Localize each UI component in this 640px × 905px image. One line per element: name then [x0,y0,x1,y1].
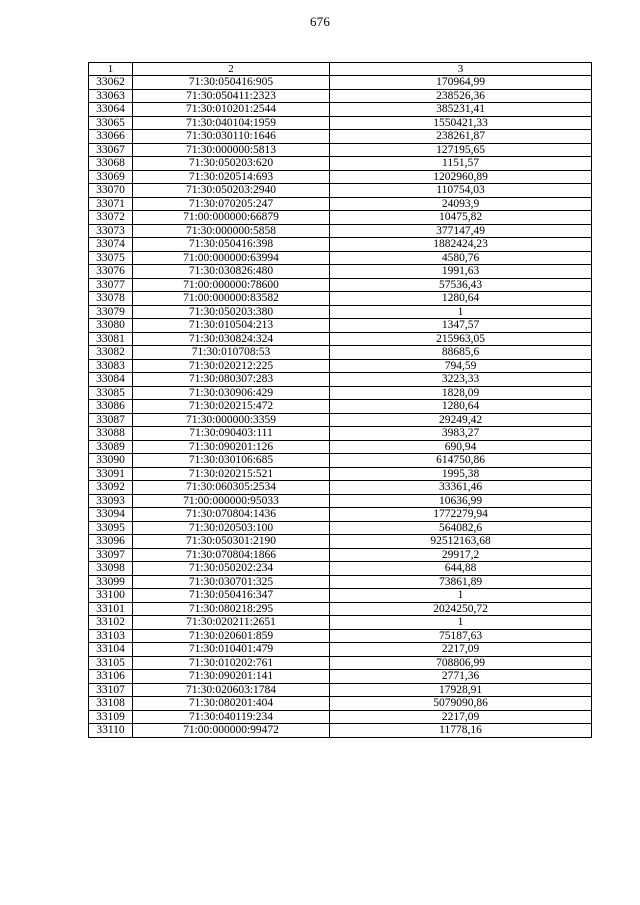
table-row [89,643,592,657]
row-number-cell: 33079 [89,305,133,319]
table-row [89,562,592,576]
value-cell: 2217,09 [330,643,592,657]
value-cell: 10636,99 [330,494,592,508]
header-row [89,63,592,76]
value-cell: 1 [330,616,592,630]
value-cell: 2024250,72 [330,602,592,616]
cadastral-number-cell: 71:30:050411:2323 [133,89,330,103]
row-number-cell: 33076 [89,265,133,279]
value-cell: 24093,9 [330,197,592,211]
column-header-3: 3 [330,63,592,76]
value-cell: 57536,43 [330,278,592,292]
cadastral-number-cell: 71:30:010708:53 [133,346,330,360]
table-body [89,76,592,738]
row-number-cell: 33103 [89,629,133,643]
table-row [89,521,592,535]
table-row [89,346,592,360]
row-number-cell: 33104 [89,643,133,657]
row-number-cell: 33071 [89,197,133,211]
table-row [89,319,592,333]
value-cell: 5079090,86 [330,697,592,711]
page-number: 676 [309,14,331,29]
cadastral-number-cell: 71:30:030906:429 [133,386,330,400]
table-row [89,305,592,319]
value-cell: 75187,63 [330,629,592,643]
data-table [88,62,592,738]
table-row [89,697,592,711]
table-row [89,211,592,225]
value-cell: 4580,76 [330,251,592,265]
row-number-cell: 33072 [89,211,133,225]
cadastral-number-cell: 71:00:000000:66879 [133,211,330,225]
cadastral-number-cell: 71:30:080307:283 [133,373,330,387]
value-cell: 1772279,94 [330,508,592,522]
cadastral-number-cell: 71:00:000000:83582 [133,292,330,306]
table-row [89,589,592,603]
value-cell: 1550421,33 [330,116,592,130]
row-number-cell: 33106 [89,670,133,684]
cadastral-number-cell: 71:30:000000:5813 [133,143,330,157]
value-cell: 1828,09 [330,386,592,400]
row-number-cell: 33067 [89,143,133,157]
cadastral-number-cell: 71:30:050203:380 [133,305,330,319]
value-cell: 88685,6 [330,346,592,360]
row-number-cell: 33101 [89,602,133,616]
row-number-cell: 33074 [89,238,133,252]
value-cell: 794,59 [330,359,592,373]
cadastral-number-cell: 71:30:050202:234 [133,562,330,576]
value-cell: 29917,2 [330,548,592,562]
table-row [89,683,592,697]
cadastral-number-cell: 71:30:020514:693 [133,170,330,184]
row-number-cell: 33108 [89,697,133,711]
table-row [89,616,592,630]
table-row [89,238,592,252]
cadastral-number-cell: 71:30:020212:225 [133,359,330,373]
value-cell: 238261,87 [330,130,592,144]
table-row [89,400,592,414]
row-number-cell: 33062 [89,76,133,90]
row-number-cell: 33069 [89,170,133,184]
cadastral-number-cell: 71:30:030106:685 [133,454,330,468]
row-number-cell: 33091 [89,467,133,481]
cadastral-number-cell: 71:30:040104:1959 [133,116,330,130]
row-number-cell: 33095 [89,521,133,535]
cadastral-number-cell: 71:30:070804:1866 [133,548,330,562]
row-number-cell: 33097 [89,548,133,562]
table-row [89,494,592,508]
cadastral-number-cell: 71:30:050203:620 [133,157,330,171]
cadastral-number-cell: 71:30:090201:126 [133,440,330,454]
row-number-cell: 33083 [89,359,133,373]
cadastral-number-cell: 71:30:030826:480 [133,265,330,279]
value-cell: 1 [330,589,592,603]
row-number-cell: 33102 [89,616,133,630]
value-cell: 170964,99 [330,76,592,90]
row-number-cell: 33064 [89,103,133,117]
value-cell: 385231,41 [330,103,592,117]
value-cell: 10475,82 [330,211,592,225]
table-row [89,359,592,373]
value-cell: 92512163,68 [330,535,592,549]
row-number-cell: 33109 [89,710,133,724]
row-number-cell: 33085 [89,386,133,400]
table-row [89,184,592,198]
row-number-cell: 33080 [89,319,133,333]
cadastral-number-cell: 71:30:020503:100 [133,521,330,535]
value-cell: 1995,38 [330,467,592,481]
row-number-cell: 33066 [89,130,133,144]
value-cell: 3223,33 [330,373,592,387]
cadastral-number-cell: 71:30:070804:1436 [133,508,330,522]
table-row [89,292,592,306]
cadastral-number-cell: 71:30:090403:111 [133,427,330,441]
row-number-cell: 33075 [89,251,133,265]
table-row [89,481,592,495]
cadastral-number-cell: 71:30:030701:325 [133,575,330,589]
table-row [89,454,592,468]
cadastral-number-cell: 71:30:010201:2544 [133,103,330,117]
cadastral-number-cell: 71:30:000000:5858 [133,224,330,238]
cadastral-number-cell: 71:30:070205:247 [133,197,330,211]
cadastral-number-cell: 71:30:090201:141 [133,670,330,684]
value-cell: 215963,05 [330,332,592,346]
value-cell: 2217,09 [330,710,592,724]
cadastral-number-cell: 71:30:050416:905 [133,76,330,90]
table-row [89,251,592,265]
row-number-cell: 33087 [89,413,133,427]
cadastral-number-cell: 71:30:050416:398 [133,238,330,252]
table-row [89,602,592,616]
table-row [89,656,592,670]
table-row [89,710,592,724]
cadastral-number-cell: 71:30:020601:859 [133,629,330,643]
value-cell: 1347,57 [330,319,592,333]
cadastral-number-cell: 71:00:000000:99472 [133,724,330,738]
value-cell: 1280,64 [330,400,592,414]
row-number-cell: 33073 [89,224,133,238]
value-cell: 2771,36 [330,670,592,684]
table-row [89,170,592,184]
table-row [89,548,592,562]
cadastral-number-cell: 71:30:030824:324 [133,332,330,346]
table-row [89,413,592,427]
table-row [89,575,592,589]
row-number-cell: 33110 [89,724,133,738]
table-row [89,427,592,441]
value-cell: 1882424,23 [330,238,592,252]
table-row [89,116,592,130]
row-number-cell: 33099 [89,575,133,589]
row-number-cell: 33070 [89,184,133,198]
value-cell: 17928,91 [330,683,592,697]
value-cell: 127195,65 [330,143,592,157]
row-number-cell: 33088 [89,427,133,441]
cadastral-number-cell: 71:30:020215:472 [133,400,330,414]
table-row [89,278,592,292]
table-row [89,535,592,549]
cadastral-number-cell: 71:30:000000:3359 [133,413,330,427]
table-row [89,224,592,238]
cadastral-number-cell: 71:30:050301:2190 [133,535,330,549]
row-number-cell: 33081 [89,332,133,346]
table-row [89,373,592,387]
row-number-cell: 33093 [89,494,133,508]
row-number-cell: 33100 [89,589,133,603]
value-cell: 110754,03 [330,184,592,198]
table-row [89,143,592,157]
table-row [89,386,592,400]
row-number-cell: 33084 [89,373,133,387]
value-cell: 238526,36 [330,89,592,103]
value-cell: 614750,86 [330,454,592,468]
value-cell: 377147,49 [330,224,592,238]
cadastral-number-cell: 71:00:000000:63994 [133,251,330,265]
row-number-cell: 33082 [89,346,133,360]
row-number-cell: 33089 [89,440,133,454]
table-row [89,332,592,346]
row-number-cell: 33107 [89,683,133,697]
row-number-cell: 33068 [89,157,133,171]
table-header [89,63,592,76]
cadastral-number-cell: 71:30:020211:2651 [133,616,330,630]
table-row [89,440,592,454]
table-row [89,130,592,144]
cadastral-number-cell: 71:30:050416:347 [133,589,330,603]
row-number-cell: 33063 [89,89,133,103]
value-cell: 73861,89 [330,575,592,589]
value-cell: 1202960,89 [330,170,592,184]
row-number-cell: 33065 [89,116,133,130]
row-number-cell: 33078 [89,292,133,306]
cadastral-number-cell: 71:30:080201:404 [133,697,330,711]
value-cell: 644,88 [330,562,592,576]
value-cell: 1991,63 [330,265,592,279]
row-number-cell: 33094 [89,508,133,522]
value-cell: 690,94 [330,440,592,454]
table-row [89,103,592,117]
row-number-cell: 33092 [89,481,133,495]
table-row [89,89,592,103]
row-number-cell: 33090 [89,454,133,468]
row-number-cell: 33098 [89,562,133,576]
column-header-2: 2 [133,63,330,76]
table-row [89,724,592,738]
column-header-1: 1 [89,63,133,76]
cadastral-number-cell: 71:30:010401:479 [133,643,330,657]
cadastral-number-cell: 71:30:050203:2940 [133,184,330,198]
value-cell: 1 [330,305,592,319]
table-row [89,157,592,171]
cadastral-number-cell: 71:00:000000:95033 [133,494,330,508]
row-number-cell: 33077 [89,278,133,292]
table-row [89,197,592,211]
table-row [89,76,592,90]
cadastral-number-cell: 71:30:040119:234 [133,710,330,724]
table-row [89,670,592,684]
row-number-cell: 33096 [89,535,133,549]
cadastral-number-cell: 71:30:080218:295 [133,602,330,616]
value-cell: 564082,6 [330,521,592,535]
value-cell: 708806,99 [330,656,592,670]
value-cell: 33361,46 [330,481,592,495]
cadastral-number-cell: 71:30:020603:1784 [133,683,330,697]
table-row [89,508,592,522]
cadastral-number-cell: 71:30:060305:2534 [133,481,330,495]
cadastral-number-cell: 71:30:010202:761 [133,656,330,670]
value-cell: 11778,16 [330,724,592,738]
table-row [89,265,592,279]
value-cell: 1280,64 [330,292,592,306]
cadastral-number-cell: 71:30:020215:521 [133,467,330,481]
table-row [89,629,592,643]
table-row [89,467,592,481]
row-number-cell: 33086 [89,400,133,414]
value-cell: 3983,27 [330,427,592,441]
cadastral-number-cell: 71:30:010504:213 [133,319,330,333]
value-cell: 29249,42 [330,413,592,427]
cadastral-number-cell: 71:00:000000:78600 [133,278,330,292]
value-cell: 1151,57 [330,157,592,171]
row-number-cell: 33105 [89,656,133,670]
cadastral-number-cell: 71:30:030110:1646 [133,130,330,144]
